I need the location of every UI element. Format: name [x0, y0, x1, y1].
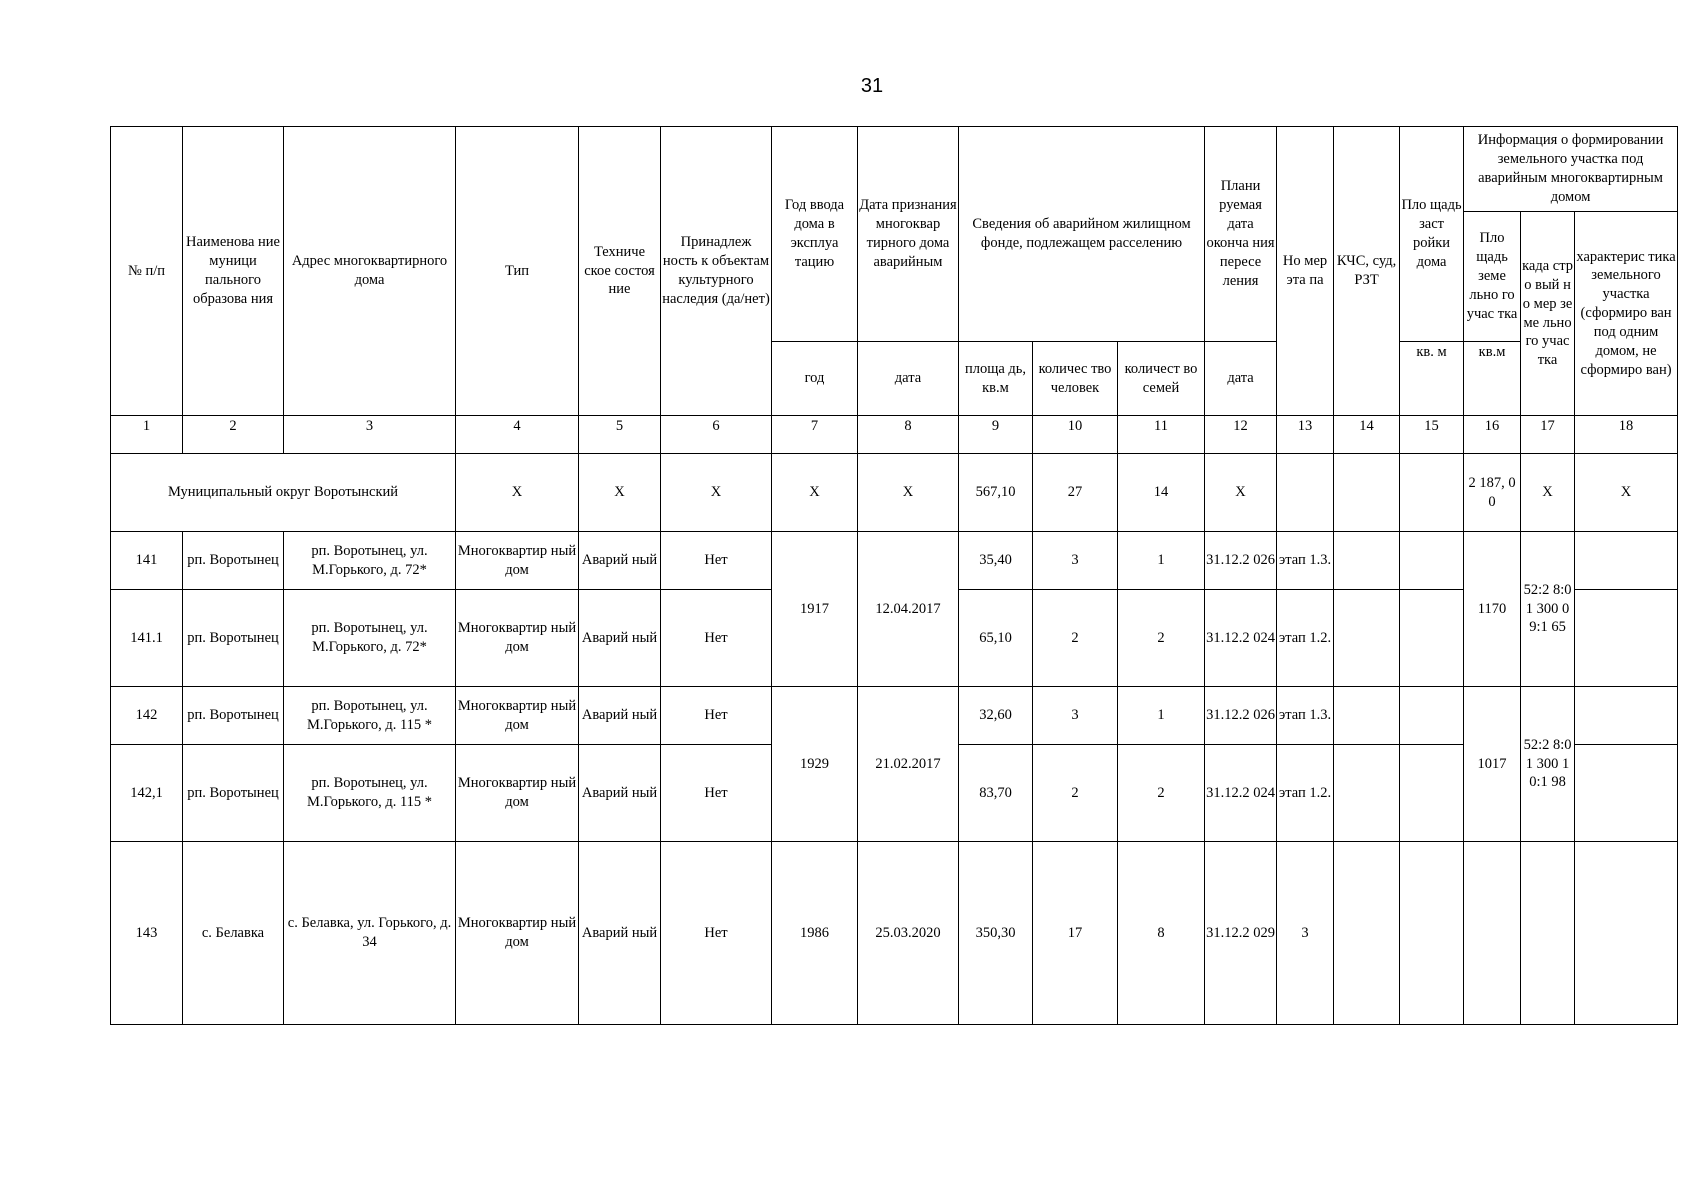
group-cadastral: 52:2 8:01 300 09:1 65 [1521, 532, 1575, 687]
row-area: 350,30 [959, 842, 1033, 1025]
summary-end-date: Х [1205, 454, 1277, 532]
row-stage: этап 1.2. [1277, 590, 1334, 687]
row-people: 3 [1033, 532, 1118, 590]
row-area: 32,60 [959, 687, 1033, 745]
row-type: Многоквартир ный дом [456, 745, 579, 842]
group-land-area: 1017 [1464, 687, 1521, 842]
row-land-area [1464, 842, 1521, 1025]
row-num: 143 [111, 842, 183, 1025]
group-recognition-date: 12.04.2017 [858, 532, 959, 687]
row-built-area [1400, 532, 1464, 590]
row-people: 3 [1033, 687, 1118, 745]
column-number: 1 [111, 416, 183, 454]
column-number: 5 [579, 416, 661, 454]
header-stage: Но мер эта па [1277, 127, 1334, 416]
summary-row [111, 454, 1678, 532]
summary-cadastral: Х [1521, 454, 1575, 532]
row-state: Аварий ный [579, 745, 661, 842]
row-land-character [1575, 842, 1678, 1025]
row-municipality: рп. Воротынец [183, 687, 284, 745]
subheader-end-date: дата [1205, 342, 1277, 416]
row-stage: этап 1.3. [1277, 532, 1334, 590]
header-type: Тип [456, 127, 579, 416]
row-people: 2 [1033, 590, 1118, 687]
row-kchs [1334, 532, 1400, 590]
table-row [111, 842, 1678, 1025]
row-families: 1 [1118, 687, 1205, 745]
column-number: 15 [1400, 416, 1464, 454]
subheader-people: количес тво человек [1033, 342, 1118, 416]
row-num: 141.1 [111, 590, 183, 687]
row-families: 1 [1118, 532, 1205, 590]
summary-stage [1277, 454, 1334, 532]
row-end-date: 31.12.2 024 [1205, 745, 1277, 842]
summary-kchs [1334, 454, 1400, 532]
row-people: 17 [1033, 842, 1118, 1025]
column-number: 8 [858, 416, 959, 454]
row-municipality: с. Белавка [183, 842, 284, 1025]
header-row-a [111, 127, 1678, 212]
row-built-area [1400, 590, 1464, 687]
row-address: с. Белавка, ул. Горького, д. 34 [284, 842, 456, 1025]
group-year: 1929 [772, 687, 858, 842]
column-number: 13 [1277, 416, 1334, 454]
row-state: Аварий ный [579, 842, 661, 1025]
table-row [111, 532, 1678, 590]
header-housing-info: Сведения об аварийном жилищном фонде, подлежащем расселению [959, 127, 1205, 342]
row-heritage: Нет [661, 745, 772, 842]
column-number: 16 [1464, 416, 1521, 454]
row-heritage: Нет [661, 590, 772, 687]
emergency-housing-table [110, 126, 1678, 1025]
subheader-families: количест во семей [1118, 342, 1205, 416]
column-number: 17 [1521, 416, 1575, 454]
subheader-land-area-unit: кв.м [1464, 342, 1521, 416]
column-number: 14 [1334, 416, 1400, 454]
row-land-character [1575, 532, 1678, 590]
header-address: Адрес многоквартирного дома [284, 127, 456, 416]
page-number: 31 [860, 75, 884, 97]
row-area: 35,40 [959, 532, 1033, 590]
summary-families: 14 [1118, 454, 1205, 532]
row-stage: этап 1.2. [1277, 745, 1334, 842]
row-num: 142 [111, 687, 183, 745]
summary-name: Муниципальный округ Воротынский [111, 454, 456, 532]
row-address: рп. Воротынец, ул. М.Горького, д. 115 * [284, 687, 456, 745]
row-stage: этап 1.3. [1277, 687, 1334, 745]
row-type: Многоквартир ный дом [456, 532, 579, 590]
row-built-area [1400, 687, 1464, 745]
row-cadastral [1521, 842, 1575, 1025]
row-built-area [1400, 842, 1464, 1025]
column-number: 11 [1118, 416, 1205, 454]
row-type: Многоквартир ный дом [456, 842, 579, 1025]
row-kchs [1334, 842, 1400, 1025]
header-recognition-date: Дата признания многоквар тирного дома аварийным [858, 127, 959, 342]
subheader-built-area-unit: кв. м [1400, 342, 1464, 416]
row-num: 142,1 [111, 745, 183, 842]
subheader-area: площа дь, кв.м [959, 342, 1033, 416]
header-land-info: Информация о формировании земельного участка под аварийным многоквартирным домом [1464, 127, 1678, 212]
header-heritage: Принадлеж ность к объектам культурного наследия (да/нет) [661, 127, 772, 416]
row-kchs [1334, 745, 1400, 842]
column-number: 2 [183, 416, 284, 454]
header-tech-state: Техниче ское состоя ние [579, 127, 661, 416]
row-municipality: рп. Воротынец [183, 590, 284, 687]
header-num: № п/п [111, 127, 183, 416]
header-year: Год ввода дома в эксплуа тацию [772, 127, 858, 342]
row-families: 8 [1118, 842, 1205, 1025]
column-numbers-row [111, 416, 1678, 454]
row-land-character [1575, 590, 1678, 687]
header-municipality: Наименова ние муници пального образова ния [183, 127, 284, 416]
row-state: Аварий ный [579, 532, 661, 590]
table-row [111, 687, 1678, 745]
summary-area: 567,10 [959, 454, 1033, 532]
header-land-character: характерис тика земельного участка (сформиро ван под одним домом, не сформиро ван) [1575, 212, 1678, 416]
row-heritage: Нет [661, 687, 772, 745]
row-families: 2 [1118, 590, 1205, 687]
header-kchs: КЧС, суд, РЗТ [1334, 127, 1400, 416]
summary-land-character: Х [1575, 454, 1678, 532]
summary-heritage: Х [661, 454, 772, 532]
row-municipality: рп. Воротынец [183, 532, 284, 590]
row-heritage: Нет [661, 842, 772, 1025]
column-number: 12 [1205, 416, 1277, 454]
column-number: 6 [661, 416, 772, 454]
row-num: 141 [111, 532, 183, 590]
column-number: 3 [284, 416, 456, 454]
header-built-area: Пло щадь заст ройки дома [1400, 127, 1464, 342]
group-year: 1917 [772, 532, 858, 687]
row-stage: 3 [1277, 842, 1334, 1025]
row-type: Многоквартир ный дом [456, 687, 579, 745]
row-people: 2 [1033, 745, 1118, 842]
summary-people: 27 [1033, 454, 1118, 532]
row-area: 83,70 [959, 745, 1033, 842]
row-state: Аварий ный [579, 590, 661, 687]
row-year: 1986 [772, 842, 858, 1025]
row-municipality: рп. Воротынец [183, 745, 284, 842]
row-address: рп. Воротынец, ул. М.Горького, д. 72* [284, 590, 456, 687]
header-planned-date: Плани руемая дата оконча ния пересе ления [1205, 127, 1277, 342]
row-kchs [1334, 687, 1400, 745]
row-kchs [1334, 590, 1400, 687]
header-cadastral: када стро вый но мер земе льно го учас тка [1521, 212, 1575, 416]
group-cadastral: 52:2 8:01 300 10:1 98 [1521, 687, 1575, 842]
column-number: 4 [456, 416, 579, 454]
summary-date: Х [858, 454, 959, 532]
column-number: 10 [1033, 416, 1118, 454]
row-area: 65,10 [959, 590, 1033, 687]
row-recognition-date: 25.03.2020 [858, 842, 959, 1025]
summary-state: Х [579, 454, 661, 532]
row-address: рп. Воротынец, ул. М.Горького, д. 115 * [284, 745, 456, 842]
subheader-year: год [772, 342, 858, 416]
subheader-date: дата [858, 342, 959, 416]
row-land-character [1575, 745, 1678, 842]
summary-built-area [1400, 454, 1464, 532]
header-land-area: Пло щадь земе льно го учас тка [1464, 212, 1521, 342]
row-land-character [1575, 687, 1678, 745]
column-number: 7 [772, 416, 858, 454]
row-end-date: 31.12.2 026 [1205, 687, 1277, 745]
row-state: Аварий ный [579, 687, 661, 745]
row-end-date: 31.12.2 024 [1205, 590, 1277, 687]
row-address: рп. Воротынец, ул. М.Горького, д. 72* [284, 532, 456, 590]
row-end-date: 31.12.2 029 [1205, 842, 1277, 1025]
summary-land-area: 2 187, 00 [1464, 454, 1521, 532]
column-number: 9 [959, 416, 1033, 454]
row-type: Многоквартир ный дом [456, 590, 579, 687]
column-number: 18 [1575, 416, 1678, 454]
row-end-date: 31.12.2 026 [1205, 532, 1277, 590]
row-built-area [1400, 745, 1464, 842]
row-heritage: Нет [661, 532, 772, 590]
group-recognition-date: 21.02.2017 [858, 687, 959, 842]
summary-year: Х [772, 454, 858, 532]
summary-type: Х [456, 454, 579, 532]
group-land-area: 1170 [1464, 532, 1521, 687]
row-families: 2 [1118, 745, 1205, 842]
